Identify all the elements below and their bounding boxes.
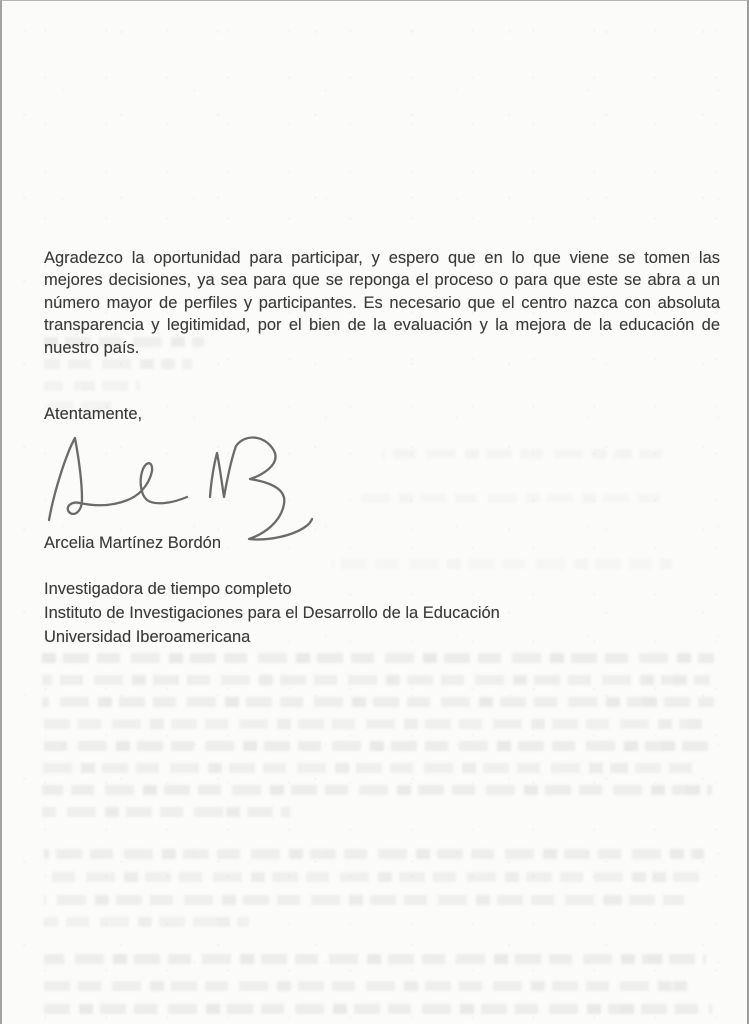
bleed-through-line bbox=[42, 697, 714, 707]
bleed-through-line bbox=[42, 675, 710, 685]
bleed-through-line bbox=[44, 917, 249, 927]
signer-role: Investigadora de tiempo completo bbox=[44, 580, 292, 598]
bleed-through-line bbox=[44, 381, 140, 391]
signer-credentials bbox=[44, 577, 500, 649]
bleed-through-line bbox=[44, 872, 699, 882]
bleed-through-line bbox=[44, 359, 192, 369]
bleed-through-line bbox=[42, 785, 712, 795]
bleed-through-line bbox=[382, 449, 662, 459]
closing-salutation: Atentamente, bbox=[44, 405, 143, 423]
bleed-through-line bbox=[44, 981, 694, 991]
body-paragraph: Agradezco la oportunidad para participar, y espero que en lo que viene se tomen las mejores decisiones, ya sea para que se reponga el proceso o para que este se abra a un número mayor de perfiles y participantes. Es necesario que el centro nazca con absoluta transparencia y legitimidad, por el bien de la evaluación y la mejora de la educación de nuestro país. bbox=[44, 248, 720, 357]
signer-university: Universidad Iberoamericana bbox=[44, 628, 251, 646]
bleed-through-line bbox=[42, 741, 714, 751]
signer-institute: Instituto de Investigaciones para el Desarrollo de la Educación bbox=[44, 604, 500, 622]
bleed-through-line bbox=[44, 895, 684, 905]
bleed-through-line bbox=[44, 849, 704, 859]
bleed-through-line bbox=[44, 954, 706, 964]
bleed-through-line bbox=[42, 763, 702, 773]
bleed-through-line bbox=[42, 807, 290, 817]
bleed-through-line bbox=[42, 653, 714, 663]
signer-name: Arcelia Martínez Bordón bbox=[44, 534, 221, 552]
bleed-through-line bbox=[352, 493, 662, 503]
bleed-through-line bbox=[44, 1004, 712, 1014]
bleed-through-line bbox=[332, 559, 672, 569]
bleed-through-line bbox=[42, 719, 707, 729]
